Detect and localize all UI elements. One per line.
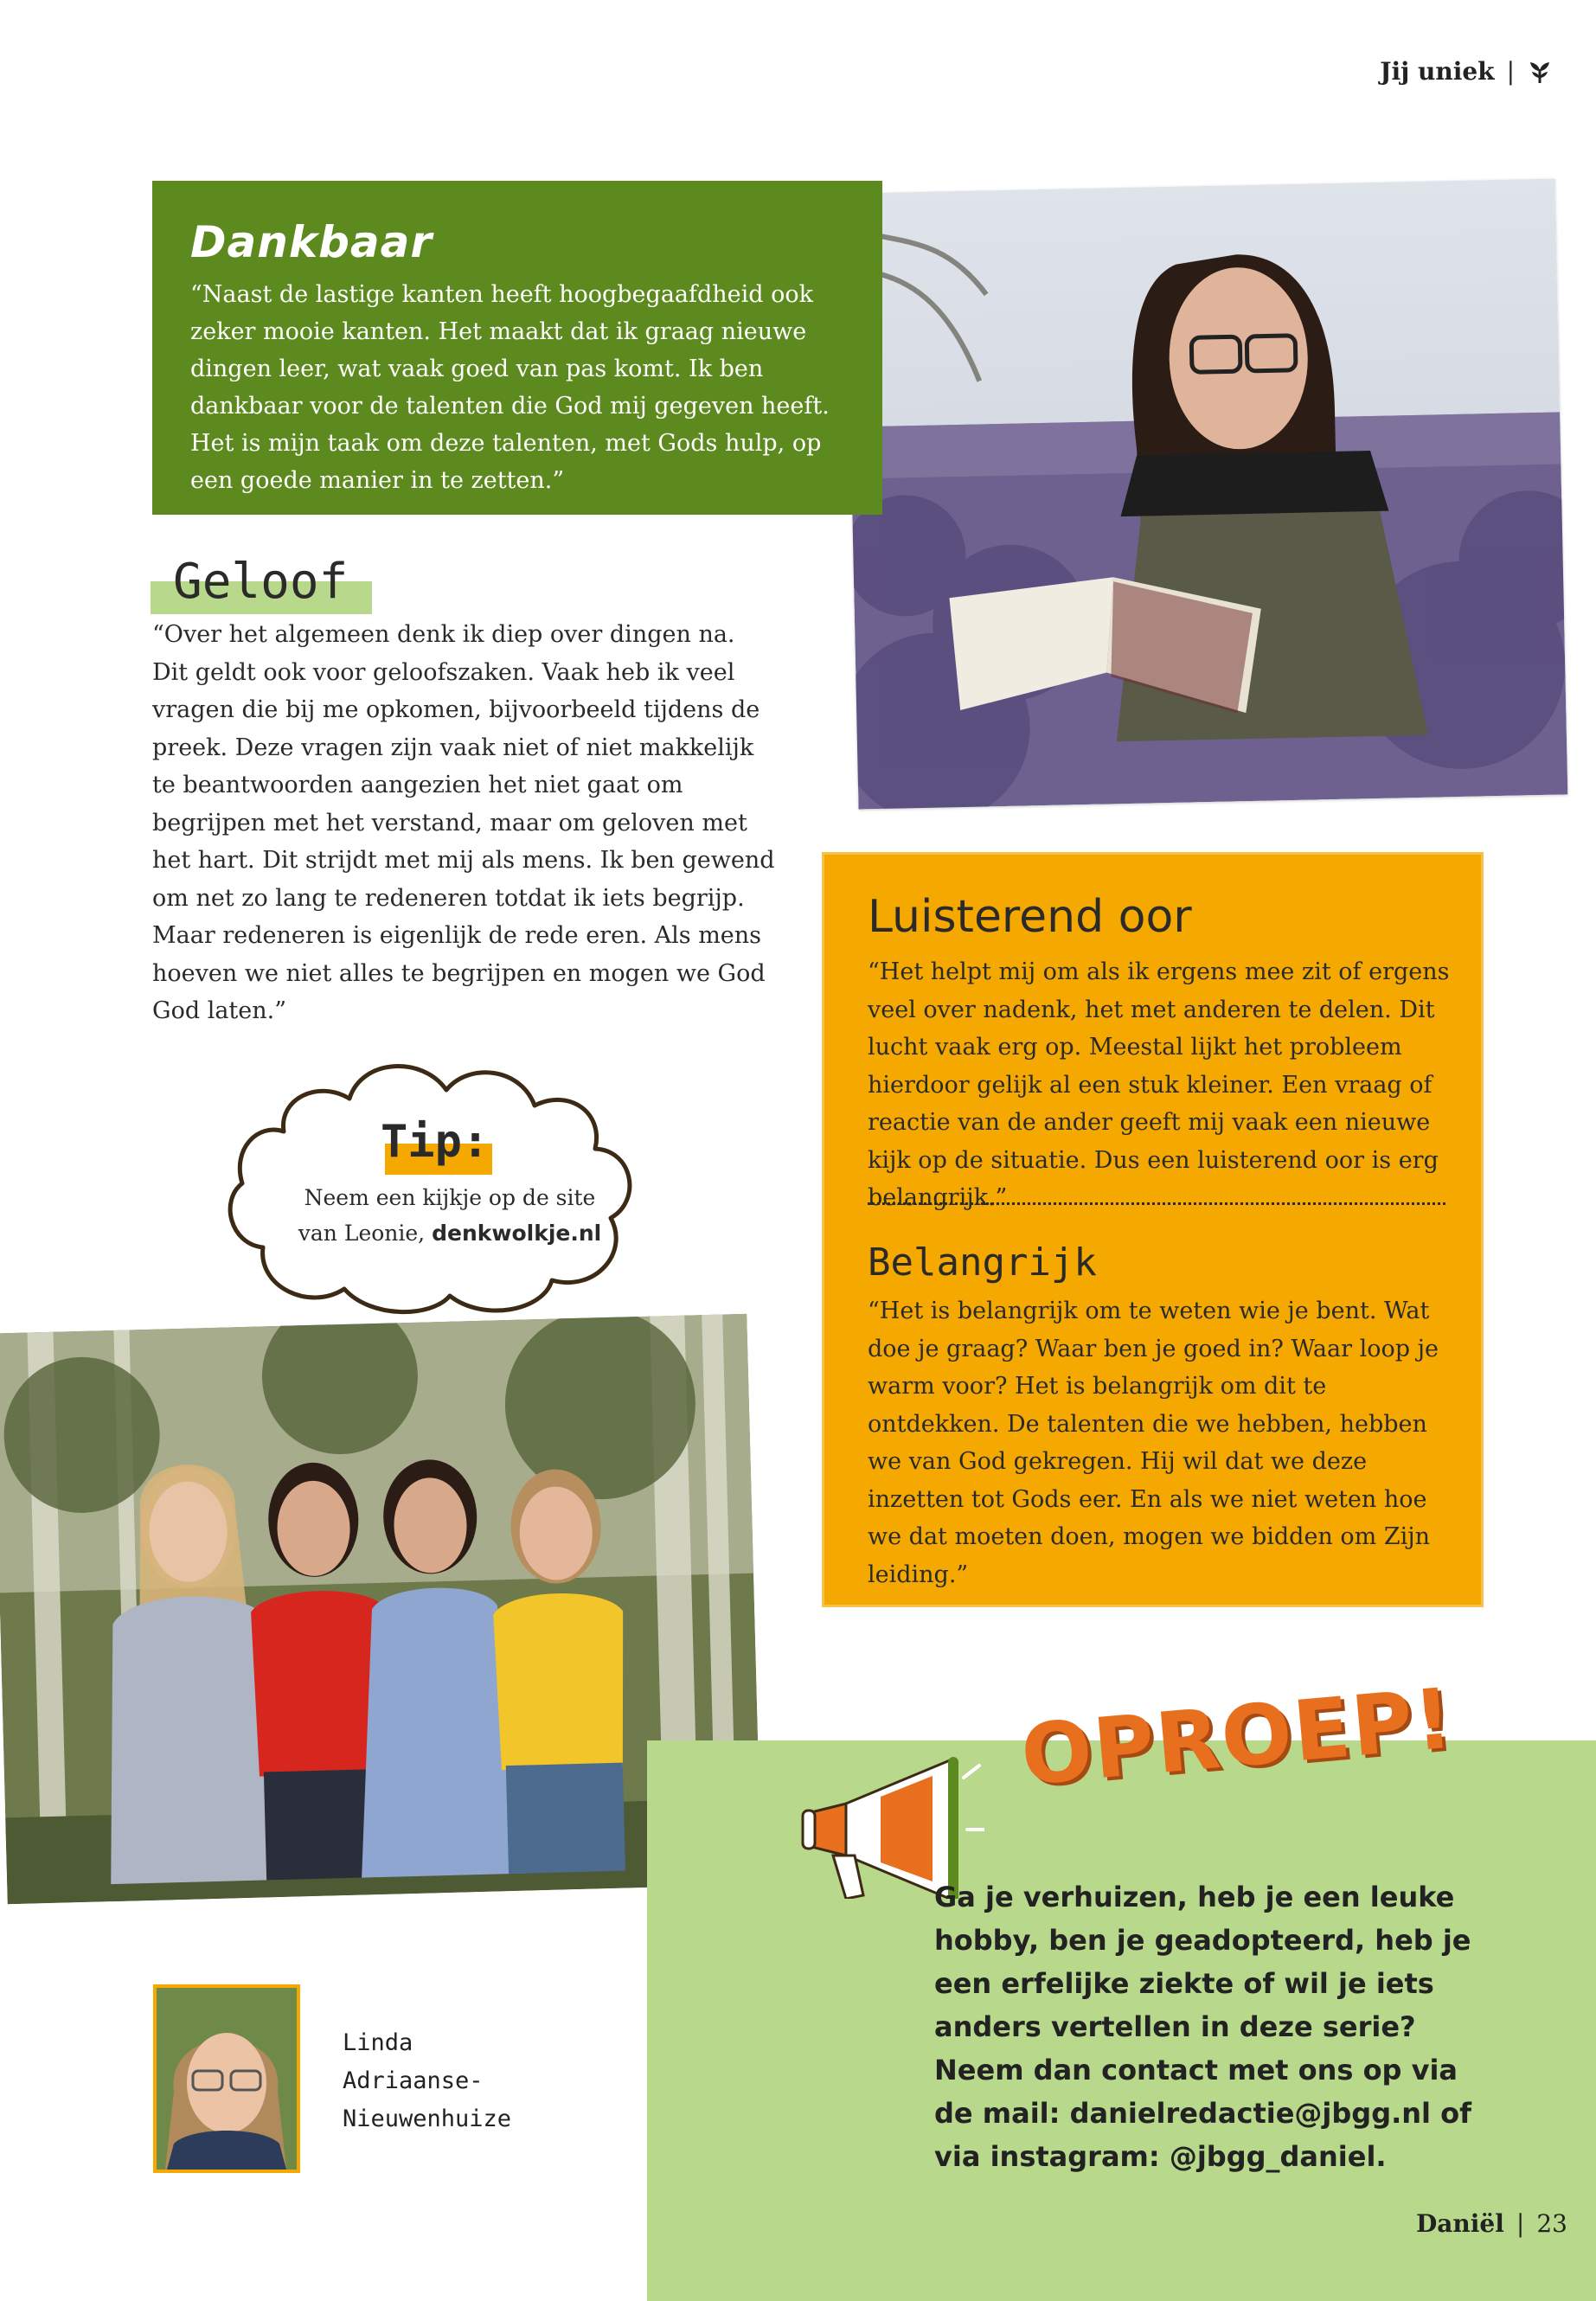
dankbaar-heading: Dankbaar [190, 217, 433, 267]
belangrijk-body: “Het is belangrijk om te weten wie je bent. Wat doe je graag? Waar ben je goed in? Waar loop je warm voor? Het is belangrijk om dit te ontdekken. De talenten die we hebben, hebben we van God gekregen. Hij wil dat we deze inzetten tot Gods eer. En als we niet weten hoe we dat moeten doen, mogen we bidden om Zijn leiding.” [868, 1298, 1439, 1588]
tip-heading: Tip: [381, 1116, 490, 1168]
belangrijk-heading: Belangrijk [868, 1240, 1097, 1285]
header-separator: | [1506, 57, 1515, 86]
magazine-name: Daniël [1416, 2209, 1504, 2238]
dotted-divider [868, 1202, 1445, 1205]
megaphone-icon [794, 1734, 984, 1899]
tip-line2-prefix: van Leonie, [298, 1221, 426, 1246]
tip-text [285, 1180, 614, 1251]
dankbaar-body: “Naast de lastige kanten heeft hoogbegaafdheid ook zeker mooie kanten. Het maakt dat ik graag nieuwe dingen leer, wat vaak goed van pas komt. Ik ben dankbaar voor de talenten die God mij gegeven heeft. Het is mijn taak om deze talenten, met Gods hulp, op een goede manier in te zetten.” [190, 281, 830, 494]
geloof-body: “Over het algemeen denk ik diep over dingen na. Dit geldt ook voor geloofszaken. Vaak heb ik veel vragen die bij me opkomen, bijvoorbeeld tijdens de preek. Deze vragen zijn vaak niet of niet makkelijk te beantwoorden aangezien het niet gaat om begrijpen met het verstand, maar om geloven met het hart. Dit strijdt met mij als mens. Ik ben gewend om net zo lang te redeneren totdat ik iets begrijp. Maar redeneren is eigenlijk de rede eren. Als mens hoeven we niet alles te begrijpen en mogen we God God laten.” [152, 621, 775, 1024]
photo-girl-reading-in-heather [846, 178, 1568, 809]
oproep-heading: OPROEP! [1017, 1670, 1458, 1804]
page-number: 23 [1536, 2209, 1567, 2238]
section-title: Jij uniek [1380, 57, 1495, 86]
geloof-heading: Geloof [173, 554, 349, 610]
page-footer [1416, 2209, 1567, 2238]
page-header [1380, 57, 1553, 86]
leaf-icon [1527, 59, 1553, 85]
tip-site-link[interactable]: denkwolkje.nl [432, 1221, 602, 1246]
tip-line1: Neem een kijkje op de site [304, 1185, 596, 1210]
author-name-line1: Linda [343, 2029, 413, 2056]
author-name-line2: Adriaanse- [343, 2067, 484, 2094]
footer-separator: | [1516, 2209, 1525, 2238]
author-name-line3: Nieuwenhuize [343, 2106, 512, 2132]
author-avatar [153, 1984, 300, 2173]
oproep-body: Ga je verhuizen, heb je een leuke hobby, ben je geadopteerd, heb je een erfelijke ziekte of wil je iets anders vertellen in deze serie? Neem dan contact met ons op via de mail: danielredactie@jbgg.nl of via instagram: @jbgg_daniel. [934, 1881, 1472, 2173]
tip-cloud-shape [223, 1036, 644, 1320]
luisterend-body: “Het helpt mij om als ik ergens mee zit of ergens veel over nadenk, het met anderen te delen. Dit lucht vaak erg op. Meestal lijkt het probleem hierdoor gelijk al een stuk kleiner. Een vraag of reactie van de ander geeft mij vaak een nieuwe kijk op de situatie. Dus een luisterend oor is erg belangrijk.” [868, 958, 1450, 1211]
dankbaar-box [152, 181, 882, 515]
luisterend-heading: Luisterend oor [868, 891, 1192, 943]
author-name [343, 2024, 511, 2138]
